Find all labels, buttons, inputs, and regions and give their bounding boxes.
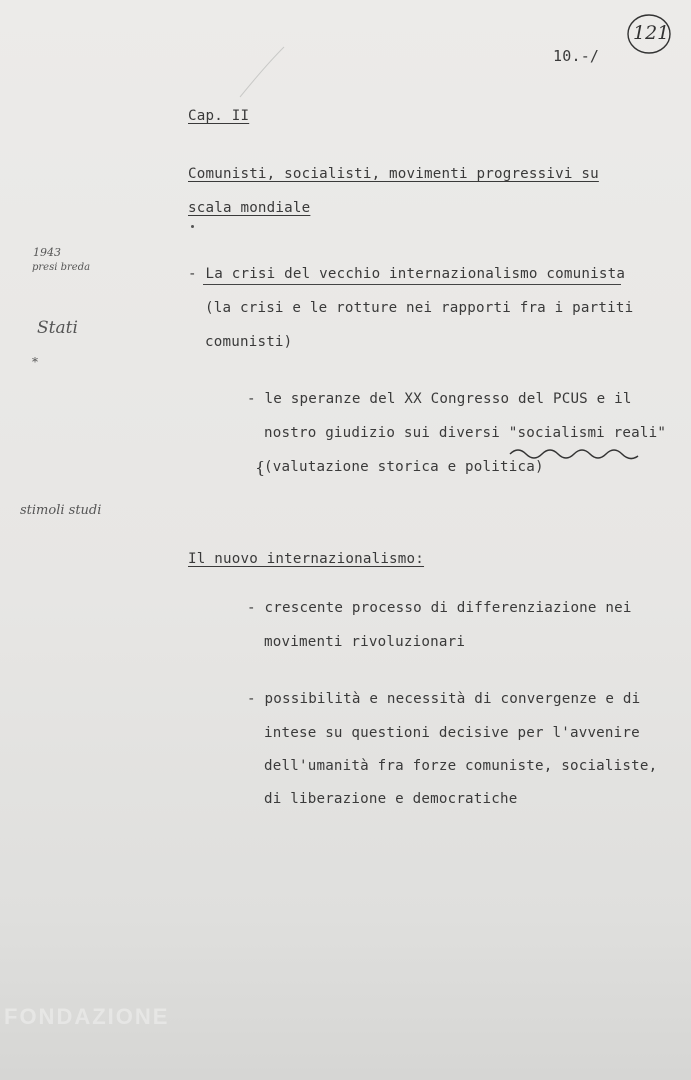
section2-bullet1-line2: movimenti rivoluzionari	[264, 634, 466, 650]
margin-asterisk: *	[32, 355, 38, 369]
margin-brace-mark: {	[255, 458, 266, 477]
document-title-line1: Comunisti, socialisti, movimenti progressivi su	[188, 166, 599, 182]
section1-heading-underline	[203, 283, 621, 286]
margin-note-stati: Stati	[37, 318, 78, 338]
section1-subtitle-line1: (la crisi e le rotture nei rapporti fra i partiti	[205, 300, 634, 316]
page-number: 10.-/	[553, 47, 600, 65]
pencil-stroke	[236, 45, 286, 100]
section2-bullet1-line1: - crescente processo di differenziazione nei	[247, 600, 632, 616]
section1-heading: - La crisi del vecchio internazionalismo comunista	[188, 266, 626, 282]
document-title-line2: scala mondiale	[188, 200, 311, 216]
margin-note-text: presi breda	[32, 262, 91, 273]
margin-note-year: 1943	[33, 246, 61, 259]
margin-note-stimoli: stimoli studi	[20, 503, 102, 518]
chapter-heading: Cap. II	[188, 108, 250, 124]
section1-bullet-line3: (valutazione storica e politica)	[264, 459, 544, 475]
ink-dot	[191, 225, 194, 228]
section2-bullet2-line3: dell'umanità fra forze comuniste, socialiste,	[264, 758, 658, 774]
section1-subtitle-line2: comunisti)	[205, 334, 293, 350]
section2-bullet2-line1: - possibilità e necessità di convergenze e di	[247, 691, 641, 707]
section1-bullet-line1: - le speranze del XX Congresso del PCUS e il	[247, 391, 632, 407]
section2-heading: Il nuovo internazionalismo:	[188, 551, 425, 567]
archive-stamp-number: 121	[633, 22, 670, 44]
section1-bullet-line2: nostro giudizio sui diversi "socialismi reali"	[264, 425, 667, 441]
section2-bullet2-line4: di liberazione e democratiche	[264, 791, 518, 807]
archive-watermark: FONDAZIONE	[4, 1004, 170, 1029]
section2-bullet2-line2: intese su questioni decisive per l'avvenire	[264, 725, 640, 741]
